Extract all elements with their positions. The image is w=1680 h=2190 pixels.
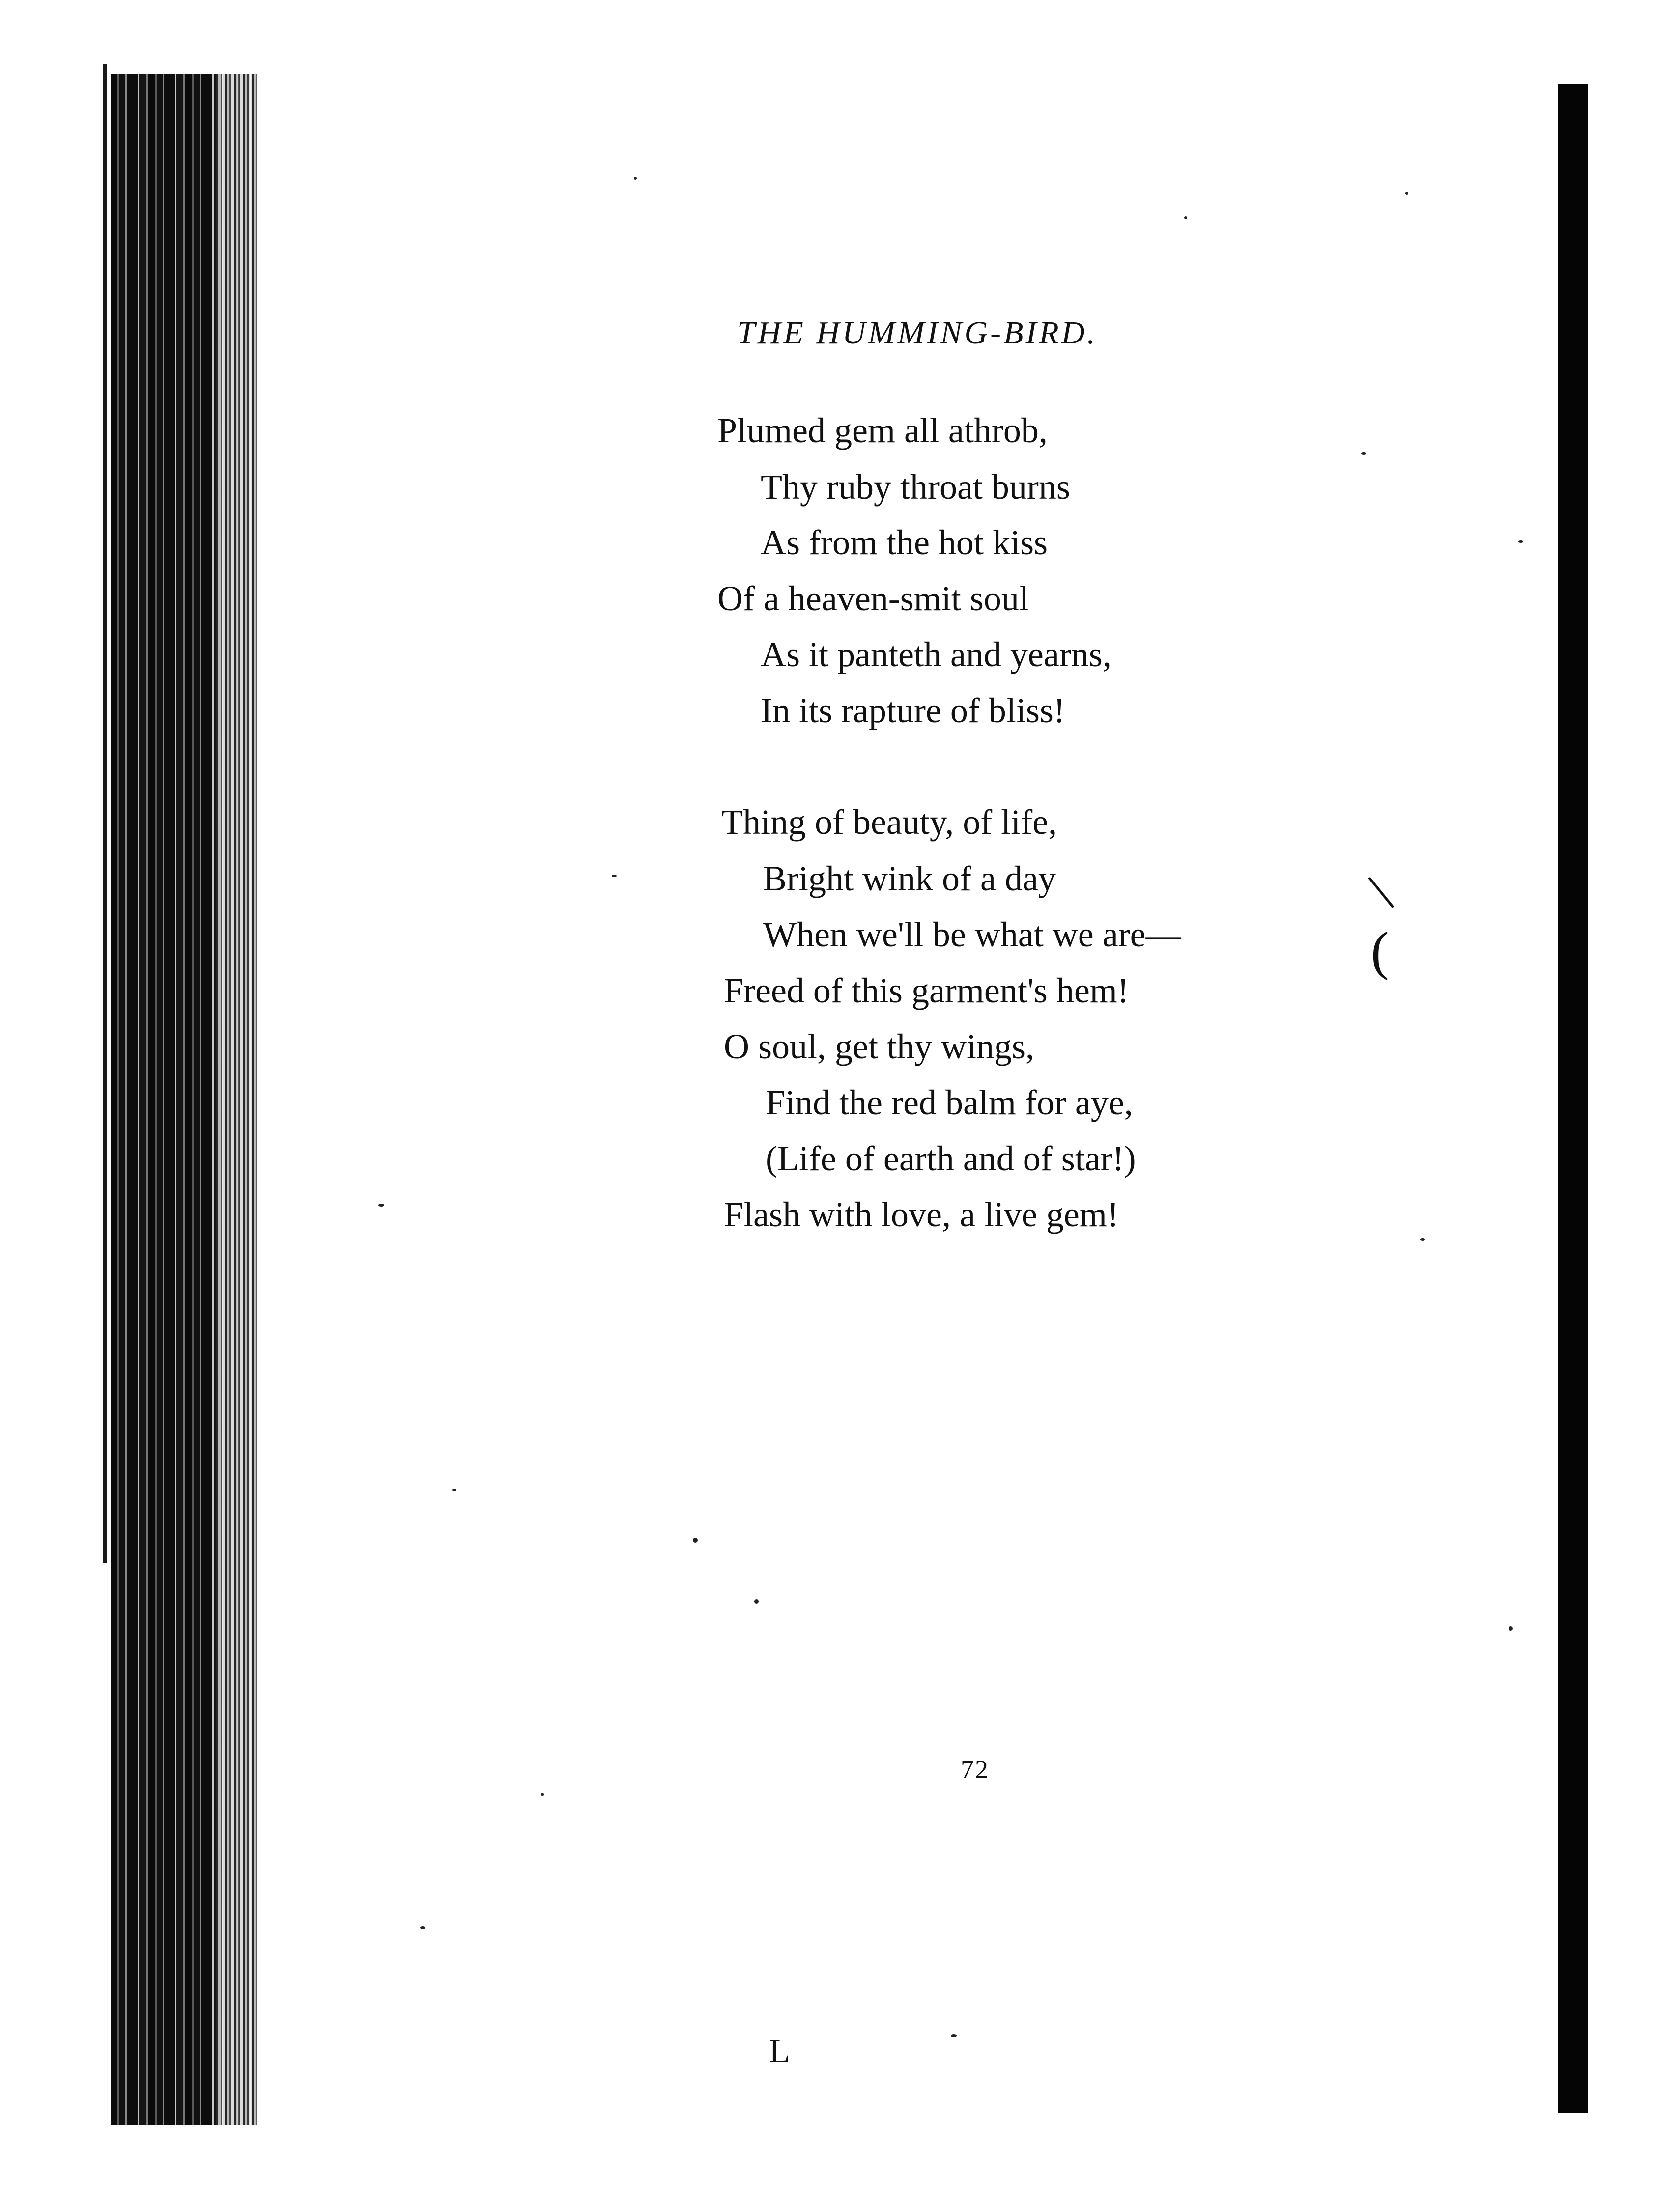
scan-speck (541, 1793, 544, 1796)
scan-speck (951, 2034, 957, 2037)
scan-speck (1361, 452, 1366, 455)
poem-line: (Life of earth and of star!) (766, 1139, 1136, 1178)
scan-speck (1184, 216, 1187, 219)
page-number: 72 (961, 1755, 989, 1784)
scanned-binding-fade (216, 74, 260, 2125)
poem-line: Find the red balm for aye, (766, 1083, 1133, 1122)
poem-line: Thy ruby throat burns (761, 467, 1070, 507)
scan-speck (634, 177, 637, 180)
scan-speck (1420, 1238, 1425, 1241)
scan-speck (754, 1599, 759, 1604)
scan-speck (612, 875, 617, 877)
poem-line: When we'll be what we are— (763, 915, 1181, 954)
scan-speck (1518, 540, 1523, 543)
poem-line: Freed of this garment's hem! (724, 971, 1129, 1010)
scan-speck (693, 1538, 698, 1543)
scan-mark: ( (1371, 921, 1389, 981)
scan-speck (452, 1489, 456, 1491)
scan-edge-line (103, 64, 107, 1563)
scan-speck (1405, 192, 1408, 195)
poem-title: THE HUMMING-BIRD. (737, 315, 1098, 351)
poem-line: Of a heaven-smit soul (717, 579, 1029, 618)
poem-line: Flash with love, a live gem! (724, 1195, 1119, 1234)
scan-speck (420, 1926, 425, 1929)
poem-line: Plumed gem all athrob, (717, 411, 1048, 450)
poem-line: In its rapture of bliss! (761, 691, 1065, 730)
scanned-right-edge (1558, 84, 1588, 2113)
scan-mark: \ (1364, 861, 1398, 923)
scan-speck (1509, 1626, 1513, 1631)
poem-line: Bright wink of a day (763, 859, 1056, 898)
scan-mark: L (769, 2032, 790, 2070)
poem-line: As from the hot kiss (761, 523, 1048, 562)
scan-speck (378, 1204, 384, 1207)
poem-line: O soul, get thy wings, (724, 1027, 1035, 1066)
poem-line: As it panteth and yearns, (761, 635, 1111, 674)
poem-line: Thing of beauty, of life, (721, 802, 1057, 842)
